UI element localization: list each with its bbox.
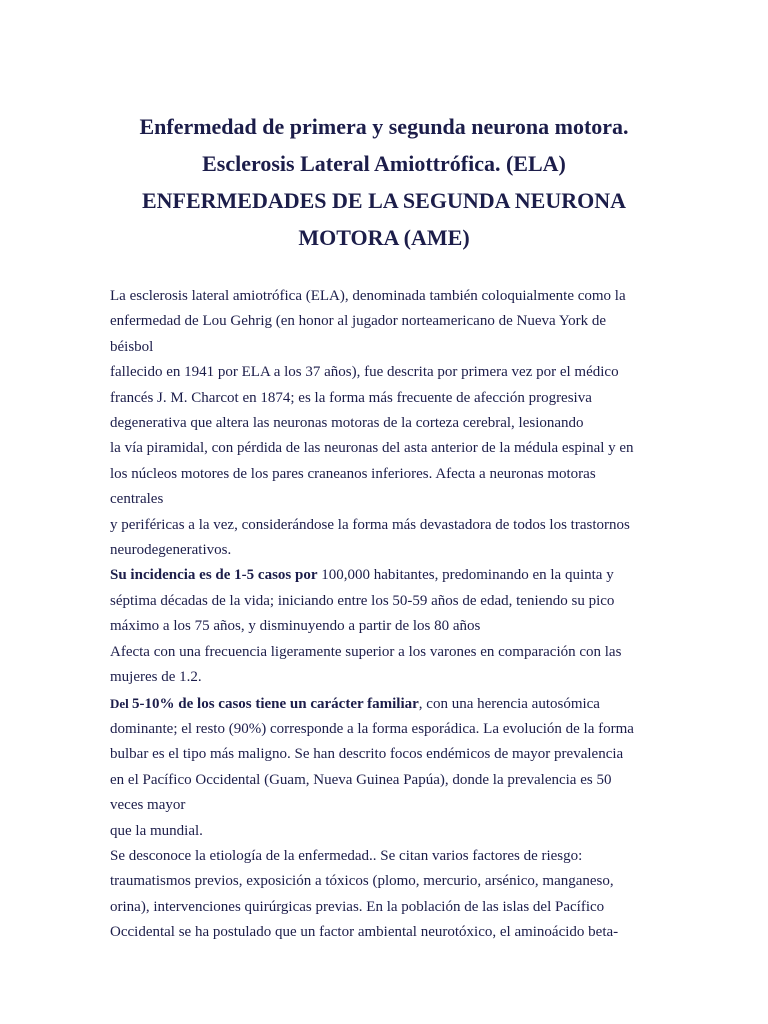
- body-line: [110, 869, 670, 894]
- body-line: [110, 768, 670, 793]
- body-line: [110, 360, 670, 385]
- body-line-text: Occidental se ha postulado que un factor ambiental neurotóxico, el aminoácido beta-: [110, 924, 619, 941]
- body-line-text: y periféricas a la vez, considerándose la forma más devastadora de todos los trastornos: [110, 516, 630, 533]
- body-line: [110, 538, 670, 563]
- body-line-text: séptima décadas de la vida; iniciando entre los 50-59 años de edad, teniendo su pico: [110, 592, 615, 609]
- body-line: [110, 717, 670, 742]
- body-line: [110, 462, 670, 487]
- body-line-text: , con una herencia autosómica: [418, 695, 600, 712]
- body-line: [110, 691, 670, 717]
- body-line-text: veces mayor: [110, 797, 186, 814]
- body-line-text: traumatismos previos, exposición a tóxicos (plomo, mercurio, arsénico, manganeso,: [110, 873, 614, 890]
- body-line-bold: Su incidencia es de 1-5 casos por: [110, 567, 318, 584]
- title-line-4: MOTORA (AME): [298, 225, 470, 250]
- body-text: [110, 284, 670, 946]
- title-line-2: Esclerosis Lateral Amiottrófica. (ELA): [202, 151, 566, 176]
- body-line-text: degenerativa que altera las neuronas motoras de la corteza cerebral, lesionando: [110, 415, 584, 432]
- body-line: [110, 844, 670, 869]
- body-line: [110, 742, 670, 767]
- body-line-text: orina), intervenciones quirúrgicas previas. En la población de las islas del Pacífico: [110, 898, 605, 915]
- body-line: [110, 309, 670, 334]
- body-line: [110, 487, 670, 512]
- body-line-text: neurodegenerativos.: [110, 542, 232, 559]
- body-line-text: francés J. M. Charcot en 1874; es la forma más frecuente de afección progresiva: [110, 389, 592, 406]
- body-line-text: Se desconoce la etiología de la enfermedad.. Se citan varios factores de riesgo:: [110, 847, 583, 864]
- body-line: [110, 920, 670, 945]
- body-line-text: bulbar es el tipo más maligno. Se han descrito focos endémicos de mayor prevalencia: [110, 746, 624, 763]
- title-line-3: ENFERMEDADES DE LA SEGUNDA NEURONA: [141, 188, 627, 213]
- body-line-text: 100,000 habitantes, predominando en la quinta y: [317, 567, 614, 584]
- body-line-text: enfermedad de Lou Gehrig (en honor al jugador norteamericano de Nueva York de: [110, 313, 607, 330]
- title-line-1: Enfermedad de primera y segunda neurona motora.: [139, 114, 629, 139]
- body-line: [110, 563, 670, 588]
- body-line: [110, 436, 670, 461]
- body-line: [110, 614, 670, 639]
- body-line: [110, 589, 670, 614]
- body-line: [110, 335, 670, 360]
- body-line-text: Afecta con una frecuencia ligeramente superior a los varones en comparación con las: [110, 643, 622, 660]
- body-line: [110, 284, 670, 309]
- body-line-text: centrales: [110, 491, 164, 508]
- body-line: [110, 665, 670, 690]
- body-line-text: fallecido en 1941 por ELA a los 37 años), fue descrita por primera vez por el médico: [110, 364, 619, 381]
- body-line-text: dominante; el resto (90%) corresponde a la forma esporádica. La evolución de la forma: [110, 720, 634, 737]
- body-line-bold: 5-10% de los casos tiene un carácter familiar: [132, 695, 419, 712]
- body-line: [110, 386, 670, 411]
- body-line-text: máximo a los 75 años, y disminuyendo a partir de los 80 años: [110, 618, 481, 635]
- body-line: [110, 640, 670, 665]
- body-line-text: mujeres de 1.2.: [110, 669, 202, 686]
- body-line: [110, 513, 670, 538]
- body-line-text: la vía piramidal, con pérdida de las neuronas del asta anterior de la médula espinal y en: [110, 440, 634, 457]
- body-line-bold: Del: [110, 695, 133, 711]
- body-line-text: que la mundial.: [110, 822, 203, 839]
- body-line: [110, 819, 670, 844]
- body-line: [110, 411, 670, 436]
- body-line-text: La esclerosis lateral amiotrófica (ELA), denominada también coloquialmente como la: [110, 288, 626, 304]
- body-line-text: béisbol: [110, 338, 154, 355]
- body-line-text: los núcleos motores de los pares craneanos inferiores. Afecta a neuronas motoras: [110, 465, 596, 482]
- body-line: [110, 895, 670, 920]
- document-title: [60, 108, 708, 256]
- body-line-text: en el Pacífico Occidental (Guam, Nueva Guinea Papúa), donde la prevalencia es 50: [110, 771, 612, 788]
- body-line: [110, 793, 670, 818]
